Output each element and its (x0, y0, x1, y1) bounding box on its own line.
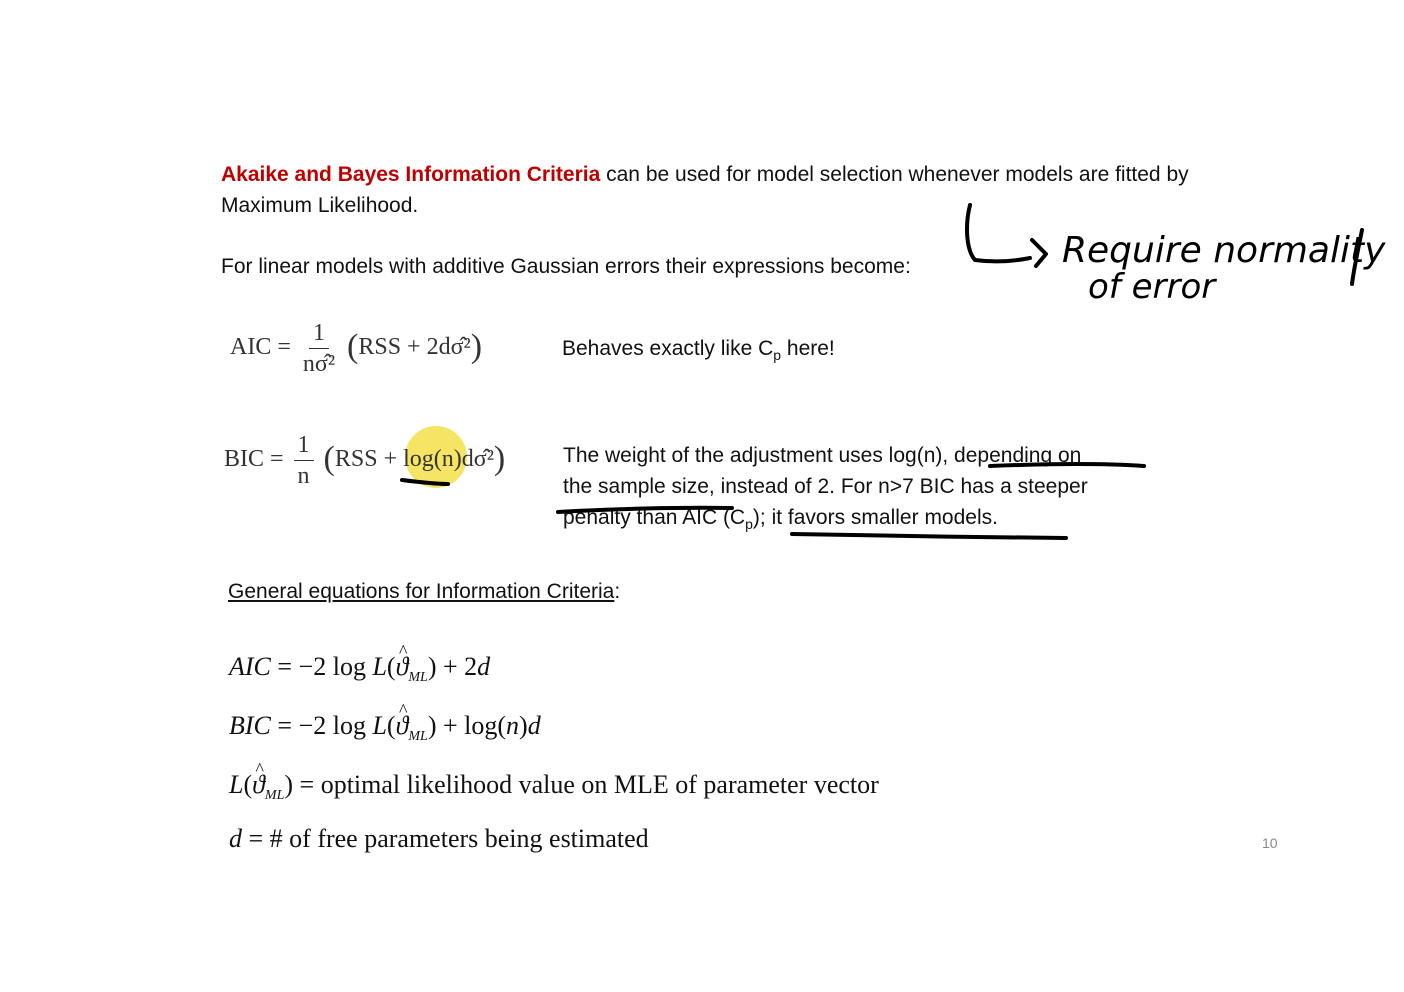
eq-bic-rhs-a: = −2 log (270, 711, 373, 741)
def-L-theta: ^ ϑ (252, 764, 265, 806)
def-d-var: d (229, 823, 242, 853)
bic-lhs: BIC = (224, 446, 284, 473)
def-L-text: = optimal likelihood value on MLE of parameter vector (293, 770, 879, 800)
general-heading-colon: : (614, 580, 621, 603)
page-number: 10 (1262, 835, 1278, 851)
eq-aic: AIC = −2 log L(^ $ϑ_{ML}) + 2d$ (229, 646, 879, 699)
eq-aic-rhs-a: = −2 log (270, 652, 373, 681)
bic-note-line3-b: ); (752, 506, 772, 529)
eq-bic-theta: ^ ϑ (396, 705, 409, 747)
def-d-text: = # of free parameters being estimated (242, 823, 649, 853)
arrow-head-icon (1032, 240, 1046, 266)
aic-body: RSS + 2dσ̂² (358, 334, 471, 361)
aic-note-sub: p (773, 347, 782, 364)
def-L: L(^ $ϑ_{ML}$) = optimal likelihood value on MLE of parameter vector (229, 764, 879, 817)
underline-depending-on (990, 464, 1144, 466)
intro-highlight: Akaike and Bayes Information Criteria (221, 163, 601, 186)
bic-note-line3-c: it favors smaller models. (771, 506, 998, 529)
bic-body-log: log(n) (403, 446, 462, 473)
hook-arrow-icon (967, 205, 1030, 261)
bic-note-line1-b: , depending on (942, 444, 1082, 467)
bic-denominator: n (297, 463, 310, 489)
eq-bic-L: L (372, 711, 387, 741)
eq-bic-rhs-c: ) (519, 711, 528, 741)
aic-denominator: nσ̂² (302, 351, 336, 377)
eq-aic-rhs-b: + 2 (436, 652, 478, 681)
aic-numerator: 1 (309, 318, 329, 349)
aic-lhs: AIC = (230, 334, 291, 361)
bic-note-line1-a: The weight of the adjustment uses log(n) (563, 444, 943, 467)
bic-body-b: dσ̂² (461, 446, 494, 473)
underline-smaller-models (792, 534, 1066, 538)
eq-bic-rhs-b: + log( (436, 711, 507, 741)
eq-bic-n: n (506, 711, 520, 741)
bic-note-line3-sub: p (745, 516, 753, 533)
bic-formula: BIC = $\frac{1}{n}$ (RSS + log(n)dσ̂²) (224, 432, 506, 489)
eq-bic-ml: ML (408, 729, 428, 745)
intro-rest: can be used for model selection whenever models are fitted by (600, 163, 1189, 186)
eq-bic: BIC = −2 log L(^ $ϑ_{ML}) + \log(n)d$ (229, 705, 879, 758)
def-L-var: L (229, 770, 244, 800)
underline-log-n (402, 480, 448, 484)
bic-body-a: RSS + (334, 446, 404, 473)
aic-note-suffix: here! (781, 337, 835, 360)
aic-note-prefix: Behaves exactly like C (562, 337, 774, 360)
eq-bic-d: d (527, 711, 541, 741)
def-L-ml: ML (264, 788, 285, 804)
handwriting-line1: Require normality (1062, 230, 1386, 271)
eq-aic-d: d (477, 652, 491, 681)
eq-aic-ml: ML (408, 670, 428, 686)
linear-models-text: For linear models with additive Gaussian errors their expressions become: (221, 255, 911, 278)
aic-formula: AIC = $\frac{1}{\text{nσ̂²}}$ (RSS + 2dσ̂²) (230, 320, 483, 377)
bic-note-line3-a: penalty than AIC (C (563, 506, 746, 529)
eq-aic-lhs: AIC (229, 652, 271, 681)
underline-sample-size (558, 508, 732, 512)
bic-note-line2: the sample size, instead of 2. For n>7 BIC has a steeper (563, 475, 1088, 498)
eq-aic-theta: ^ ϑ (396, 646, 409, 688)
intro-line2: Maximum Likelihood. (221, 194, 419, 217)
handwriting-line2: of error (1088, 267, 1216, 307)
bic-numerator: 1 (294, 430, 314, 461)
general-heading-text: General equations for Information Criteria (228, 580, 615, 603)
eq-bic-lhs: BIC (229, 711, 271, 741)
eq-aic-L: L (372, 652, 387, 681)
